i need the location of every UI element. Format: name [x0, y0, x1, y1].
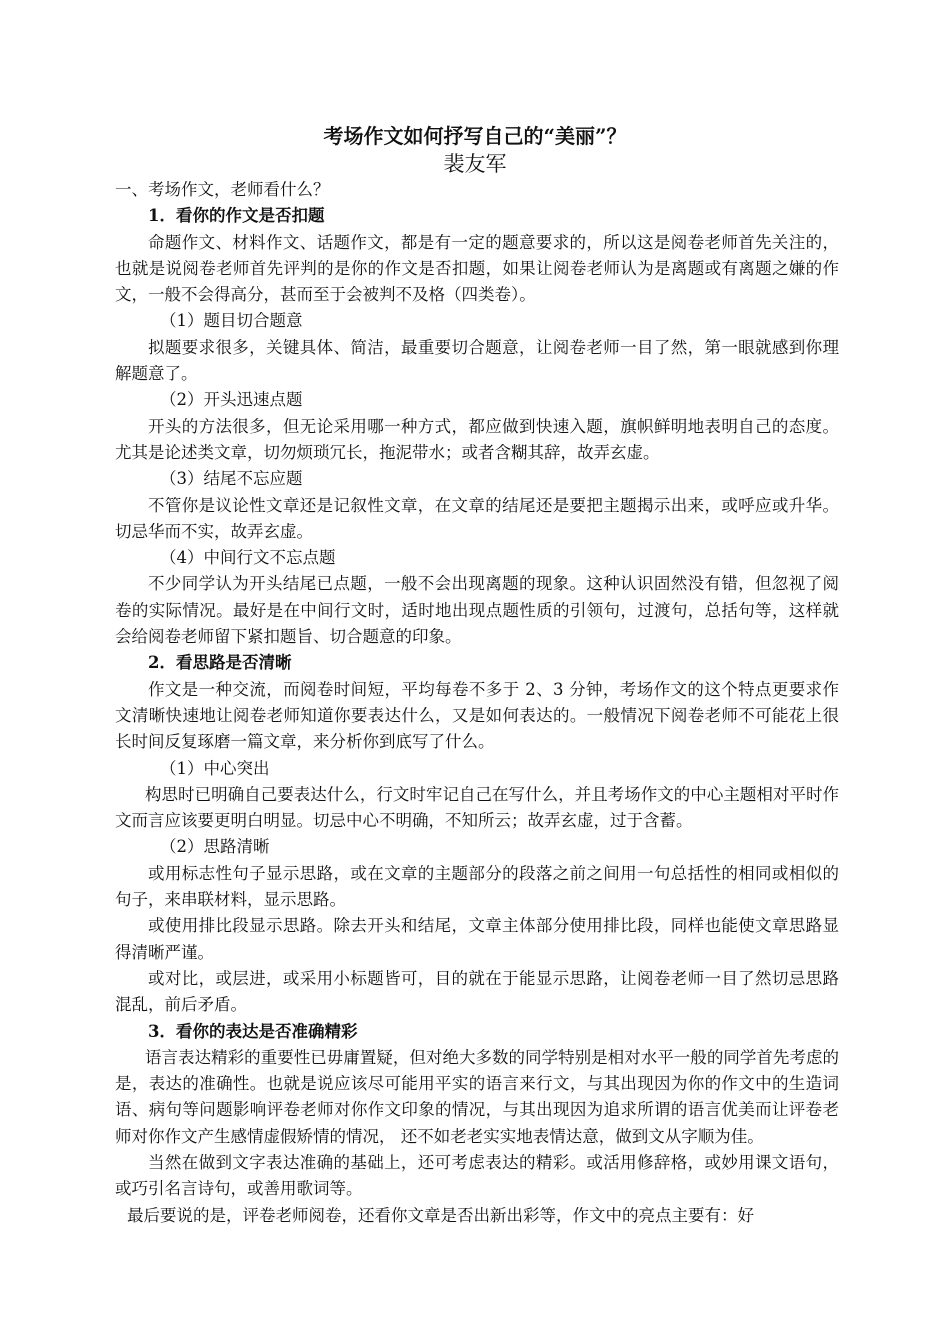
paragraph: 语言表达精彩的重要性已毋庸置疑，但对绝大多数的同学特别是相对水平一般的同学首先考虑的是，表达的准确性。也就是说应该尽可能用平实的语言来行文，与其出现因为你的作文中的生造词语、病句等问题影响评卷老师对你作文印象的情况，与其出现因为追求所谓的语言优美而让评卷老师对你作文产生感情虚假矫情的情况， 还不如老老实实地表情达意，做到文从字顺为佳。 [115, 1047, 839, 1146]
paragraph: 构思时已明确自己要表达什么，行文时牢记自己在写什么，并且考场作文的中心主题相对平时作文而言应该要更明白明显。切忌中心不明确，不知所云；故弄玄虚，过于含蓄。 [115, 784, 839, 831]
paragraph: 不管你是议论性文章还是记叙性文章，在文章的结尾还是要把主题揭示出来，或呼应或升华。切忌华而不实，故弄玄虚。 [115, 495, 839, 541]
paragraph: 最后要说的是，评卷老师阅卷，还看你文章是否出新出彩等，作文中的亮点主要有：好 [127, 1205, 754, 1225]
paragraph: 命题作文、材料作文、话题作文，都是有一定的题意要求的，所以这是阅卷老师首先关注的，也就是说阅卷老师首先评判的是你的作文是否扣题，如果让阅卷老师认为是离题或有离题之嫌的作文，一般不会得高分，甚而至于会被判不及格（四类卷）。 [115, 232, 839, 305]
section-heading: 一、考场作文，老师看什么？ [115, 180, 330, 199]
paragraph: 拟题要求很多，关键具体、简洁，最重要切合题意，让阅卷老师一目了然，第一眼就感到你理解题意了。 [115, 337, 839, 384]
subheading: （1）中心突出 [160, 758, 270, 778]
point-heading: 2．看思路是否清晰 [148, 653, 292, 673]
document-body [115, 177, 839, 1229]
paragraph: 或使用排比段显示思路。除去开头和结尾，文章主体部分使用排比段，同样也能使文章思路显得清晰严谨。 [115, 916, 839, 962]
document-author: 裴友军 [443, 152, 507, 176]
point-heading: 3．看你的表达是否准确精彩 [148, 1021, 358, 1041]
subheading: （3）结尾不忘应题 [160, 469, 303, 489]
point-heading: 1．看你的作文是否扣题 [148, 206, 325, 226]
paragraph: 或用标志性句子显示思路，或在文章的主题部分的段落之前之间用一句总括性的相同或相似的句子，来串联材料，显示思路。 [115, 863, 839, 910]
subheading: （2）开头迅速点题 [160, 390, 303, 410]
subheading: （1）题目切合题意 [160, 311, 303, 331]
paragraph: 作文是一种交流，而阅卷时间短，平均每卷不多于 2、3 分钟，考场作文的这个特点更要求作文清晰快速地让阅卷老师知道你要表达什么，又是如何表达的。一般情况下阅卷老师不可能花上很长时间反复琢磨一篇文章，来分析你到底写了什么。 [115, 679, 839, 752]
subheading: （2）思路清晰 [160, 837, 270, 857]
paragraph: 开头的方法很多，但无论采用哪一种方式，都应做到快速入题，旗帜鲜明地表明自己的态度。尤其是论述类文章，切勿烦琐冗长，拖泥带水；或者含糊其辞，故弄玄虚。 [115, 416, 839, 462]
paragraph: 当然在做到文字表达准确的基础上，还可考虑表达的精彩。或活用修辞格，或妙用课文语句，或巧引名言诗句，或善用歌词等。 [115, 1152, 839, 1199]
paragraph: 或对比，或层进，或采用小标题皆可，目的就在于能显示思路，让阅卷老师一目了然切忌思路混乱，前后矛盾。 [115, 968, 839, 1015]
subheading: （4）中间行文不忘点题 [160, 548, 336, 568]
document-title: 考场作文如何抒写自己的“美丽”？ [323, 124, 627, 148]
paragraph: 不少同学认为开头结尾已点题，一般不会出现离题的现象。这种认识固然没有错，但忽视了阅卷的实际情况。最好是在中间行文时，适时地出现点题性质的引领句，过渡句，总括句等，这样就会给阅卷老师留下紧扣题旨、切合题意的印象。 [115, 574, 839, 647]
